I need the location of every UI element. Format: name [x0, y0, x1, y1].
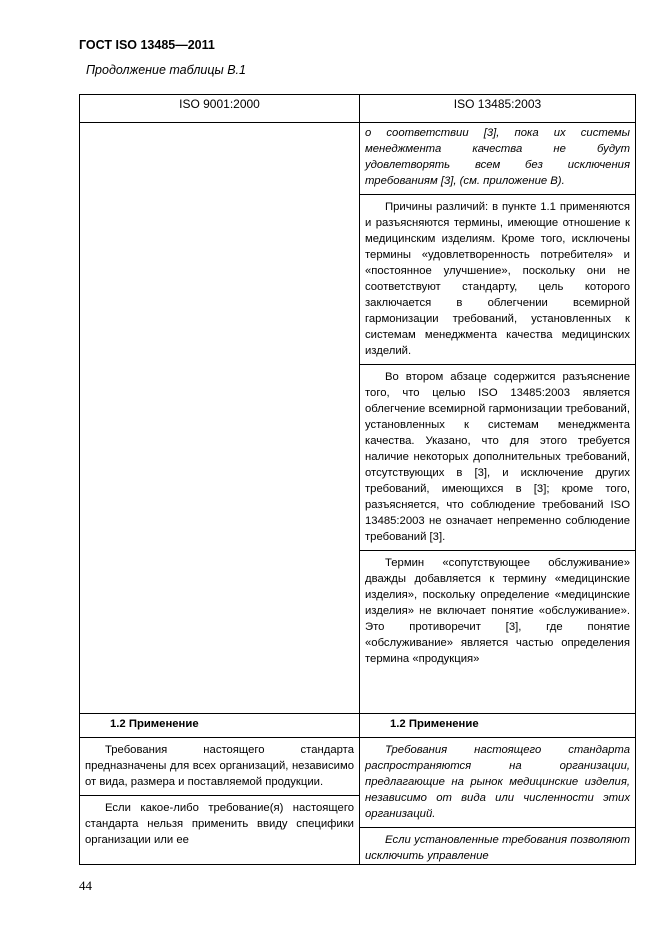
row2-right-paragraph-1: Требования настоящего стандарта распространяются на организации, предлагающие на рынок медицинские изделия, независимо от вида или численности этих организаций.: [365, 744, 630, 820]
row1-right-paragraph-1: о соответствии [3], пока их системы менеджмента качества не будут удовлетворять всем без исключения требованиям [3], (см. приложение В).: [365, 127, 630, 187]
row2-left-cell: [80, 714, 360, 865]
row1-right-paragraph-2: Причины различий: в пункте 1.1 применяются и разъясняются термины, имеющие отношение к медицинским изделиям. Кроме того, исключены термины «удовлетворенность потребителя» и «постоянное улучшение», поскольку они не соответствуют стандарту, цель которого заключается в облегчении всемирной гармонизации требований, установленных к системам менеджмента качества медицинских изделий.: [365, 201, 630, 357]
page-number: 44: [79, 878, 92, 893]
table-caption: Продолжение таблицы В.1: [86, 63, 246, 77]
comparison-table: [79, 94, 636, 865]
row1-right-cell: [360, 123, 636, 714]
row1-right-paragraph-3: Во втором абзаце содержится разъяснение того, что целью ISO 13485:2003 является облегчение всемирной гармонизации требований, установленных к системам менеджмента качества. Указано, что для этого требуется наличие некоторых дополнительных требований, отсутствующих в [3], и исключение других требований, имеющихся в [3]; кроме того, разъясняется, что соблюдение требований ISO 13485:2003 не означает непременно соблюдение требований [3].: [365, 371, 630, 543]
row2-left-section-title: 1.2 Применение: [110, 718, 199, 730]
column-header-iso9001: ISO 9001:2000: [80, 95, 360, 123]
row1-left-cell: [80, 123, 360, 714]
row2-left-paragraph-2: Если какое-либо требование(я) настоящего стандарта нельзя применить ввиду специфики организации или ее: [85, 802, 354, 846]
row2-right-paragraph-2: Если установленные требования позволяют исключить управление: [365, 834, 630, 862]
row2-left-paragraph-1: Требования настоящего стандарта предназначены для всех организаций, независимо от вида, размера и поставляемой продукции.: [85, 744, 354, 788]
row2-right-section-title: 1.2 Применение: [390, 718, 479, 730]
document-code: ГОСТ ISO 13485—2011: [79, 38, 215, 52]
column-header-iso13485: ISO 13485:2003: [360, 95, 636, 123]
row1-right-paragraph-4: Термин «сопутствующее обслуживание» дважды добавляется к термину «медицинские изделия», поскольку определение «медицинские изделия» не включает понятие «обслуживание». Это противоречит [3], где понятие «обслуживание» является частью определения термина «продукция»: [365, 557, 630, 665]
row2-right-cell: [360, 714, 636, 865]
